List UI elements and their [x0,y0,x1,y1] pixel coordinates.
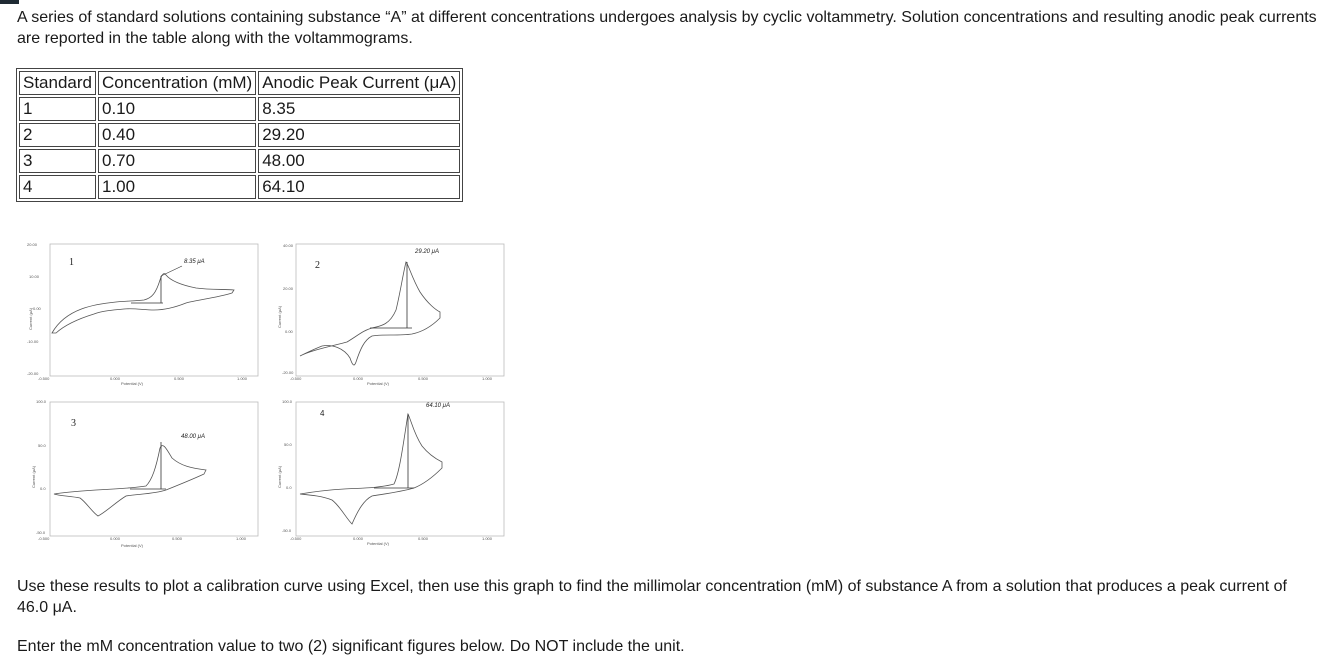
cell-concentration: 1.00 [98,175,256,199]
xtick: 1.000 [482,536,493,541]
header-concentration: Concentration (mM) [98,71,256,95]
voltammogram-2 [272,238,508,384]
xtick: 1.000 [482,376,493,381]
xtick: 0.000 [353,536,364,541]
xtick: 1.000 [237,376,248,381]
xtick: 1.000 [236,536,247,541]
voltammogram-2-figure [272,238,508,384]
ytick: 50.0 [284,442,292,447]
cell-concentration: 0.40 [98,123,256,147]
y-axis-label: Current (μA) [31,465,36,488]
y-axis-label: Current (μA) [28,307,33,330]
voltammogram-3-figure [26,398,262,548]
cell-peak-current: 8.35 [258,97,460,121]
ytick: 100.0 [36,399,47,404]
xtick: 0.000 [110,376,121,381]
cell-peak-current: 64.10 [258,175,460,199]
xtick: -0.500 [290,376,302,381]
ytick: 0.00 [285,329,293,334]
xtick: 0.000 [110,536,121,541]
y-axis-label: Current (μA) [277,305,282,328]
voltammogram-4 [272,398,508,544]
xtick: -0.500 [290,536,302,541]
x-axis-label: Potential (V) [367,541,390,546]
xtick: 0.500 [172,536,183,541]
header-peak-current: Anodic Peak Current (μA) [258,71,460,95]
ytick: -10.00 [27,339,39,344]
cell-standard: 3 [19,149,96,173]
ytick: 0.0 [286,485,292,490]
panel-number: 3 [71,418,76,429]
x-axis-label: Potential (V) [121,381,144,386]
cell-peak-current: 48.00 [258,149,460,173]
peak-current-label: 64.10 μA [426,403,450,409]
xtick: 0.500 [418,536,429,541]
ytick: -50.0 [282,528,292,533]
table-row [19,123,460,147]
xtick: -0.500 [38,376,50,381]
peak-current-label: 29.20 μA [415,249,439,255]
ytick: 0.0 [40,486,46,491]
ytick: 0.00 [33,306,41,311]
top-accent-bar [0,0,19,4]
ytick: 40.00 [283,243,294,248]
xtick: 0.000 [353,376,364,381]
voltammogram-1 [26,238,262,384]
ytick: 10.00 [29,274,40,279]
ytick: 50.0 [38,443,46,448]
panel-number: 1 [69,257,74,268]
panel-number: 2 [315,260,320,271]
table-row [19,149,460,173]
cell-concentration: 0.70 [98,149,256,173]
peak-current-label: 48.00 μA [181,434,205,440]
voltammogram-1-figure [26,238,262,384]
voltammogram-3 [26,398,262,548]
cell-concentration: 0.10 [98,97,256,121]
panel-number: 4 [320,409,325,418]
cell-standard: 4 [19,175,96,199]
ytick: 20.00 [283,286,294,291]
table-header-row [19,71,460,95]
instruction-paragraph: Enter the mM concentration value to two (2) significant figures below. Do NOT include the unit. [17,638,685,655]
ytick: -20.00 [27,371,39,376]
xtick: 0.500 [418,376,429,381]
y-axis-label: Current (μA) [277,465,282,488]
ytick: -50.0 [36,530,46,535]
ytick: 20.00 [27,242,38,247]
x-axis-label: Potential (V) [367,381,390,386]
cell-standard: 2 [19,123,96,147]
intro-paragraph: A series of standard solutions containing substance “A” at different concentrations undergoes analysis by cyclic voltammetry. Solution concentrations and resulting anodic peak currents are reported in the table along with the voltammograms. [17,9,1317,47]
voltammogram-4-figure [272,398,508,544]
table-row [19,175,460,199]
table-row [19,97,460,121]
standards-table [16,68,463,202]
xtick: -0.500 [38,536,50,541]
cell-standard: 1 [19,97,96,121]
xtick: 0.500 [174,376,185,381]
ytick: -20.00 [282,370,294,375]
x-axis-label: Potential (V) [121,543,144,548]
peak-current-label: 8.35 μA [184,259,205,265]
cell-peak-current: 29.20 [258,123,460,147]
header-standard: Standard [19,71,96,95]
ytick: 100.0 [282,399,293,404]
question-paragraph: Use these results to plot a calibration curve using Excel, then use this graph to find the millimolar concentration (mM) of substance A from a solution that produces a peak current of 46.0 μA. [17,578,1287,616]
